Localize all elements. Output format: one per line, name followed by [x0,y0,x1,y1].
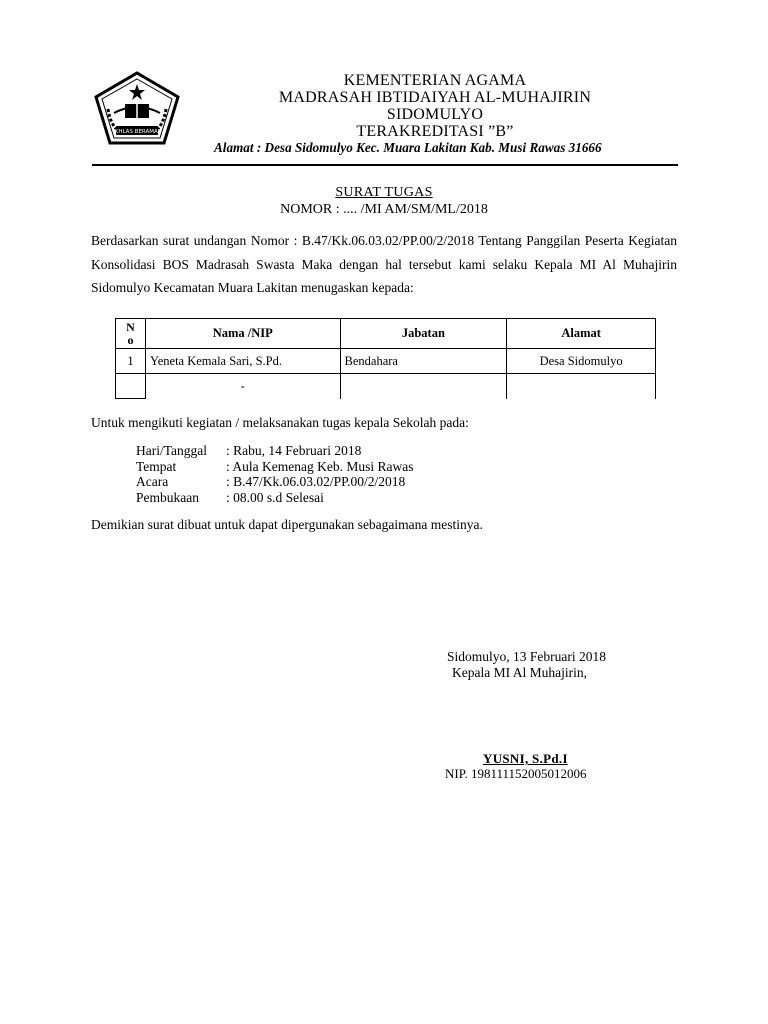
col-nama: Nama /NIP [145,319,340,349]
kop-desa: SIDOMULYO [386,106,484,123]
cell-no: 1 [116,349,146,374]
activity-details [136,443,413,505]
sign-place-date: Sidomulyo, 13 Februari 2018 [447,649,606,664]
detail-value: : 08.00 s.d Selesai [226,489,324,505]
sign-position: Kepala MI Al Muhajirin, [452,665,587,680]
table-row [116,349,656,374]
kop-kementerian: KEMENTERIAN AGAMA [343,72,527,89]
signer-nip: NIP. 198111152005012006 [445,766,587,781]
table-row [116,374,656,399]
activity-intro: Untuk mengikuti kegiatan / melaksanakan tugas kepala Sekolah pada: [91,415,469,430]
detail-value: : Aula Kemenag Keb. Musi Rawas [226,458,414,474]
detail-row-pembukaan [136,490,413,506]
letter-title: SURAT TUGAS [335,185,433,200]
cell-jabatan: Bendahara [340,349,507,374]
detail-row-hari [136,443,413,459]
detail-label: Acara [136,474,169,489]
svg-text:IKHLAS BERAMAL: IKHLAS BERAMAL [113,129,161,135]
kop-akreditasi: TERAKREDITASI ”B” [356,123,514,140]
signer-name: YUSNI, S.Pd.I [483,751,568,766]
detail-label: Hari/Tanggal [136,443,208,458]
detail-row-acara [136,474,413,490]
col-jabatan: Jabatan [340,319,507,349]
detail-label: Tempat [136,458,177,474]
assignee-table [115,318,656,399]
cell-alamat: Desa Sidomulyo [507,349,656,374]
detail-value: : B.47/Kk.06.03.02/PP.00/2/2018 [226,474,406,489]
detail-row-tempat [136,459,413,475]
kemenag-logo [92,71,182,147]
cell-nama: Yeneta Kemala Sari, S.Pd. [145,349,340,374]
kop-madrasah: MADRASAH IBTIDAIYAH AL-MUHAJIRIN [278,89,592,106]
letterhead [240,72,630,140]
col-alamat: Alamat [507,319,656,349]
opening-paragraph: Berdasarkan surat undangan Nomor : B.47/Kk.06.03.02/PP.00/2/2018 Tentang Panggilan Peserta Kegiatan Konsolidasi BOS Madrasah Swasta Maka dengan hal tersebut kami selaku Kepala MI Al Muhajirin Sidomulyo Kecamatan Muara Lakitan menugaskan kepada: [91,233,677,295]
signature-block [447,649,606,681]
detail-label: Pembukaan [136,489,199,505]
closing-statement: Demikian surat dibuat untuk dapat dipergunakan sebagaimana mestinya. [91,517,483,532]
detail-value: : Rabu, 14 Februari 2018 [226,443,362,458]
cell-jabatan [340,374,507,399]
cell-no [116,374,146,399]
cell-alamat [507,374,656,399]
letterhead-rule [92,164,678,166]
letter-number: NOMOR : .... /MI AM/SM/ML/2018 [280,202,488,217]
letter-heading [0,185,768,218]
table-header-row [116,319,656,349]
col-no: N o [116,319,146,349]
kop-alamat: Alamat : Desa Sidomulyo Kec. Muara Lakitan Kab. Musi Rawas 31666 [214,140,602,155]
cell-nama: - [145,374,340,399]
